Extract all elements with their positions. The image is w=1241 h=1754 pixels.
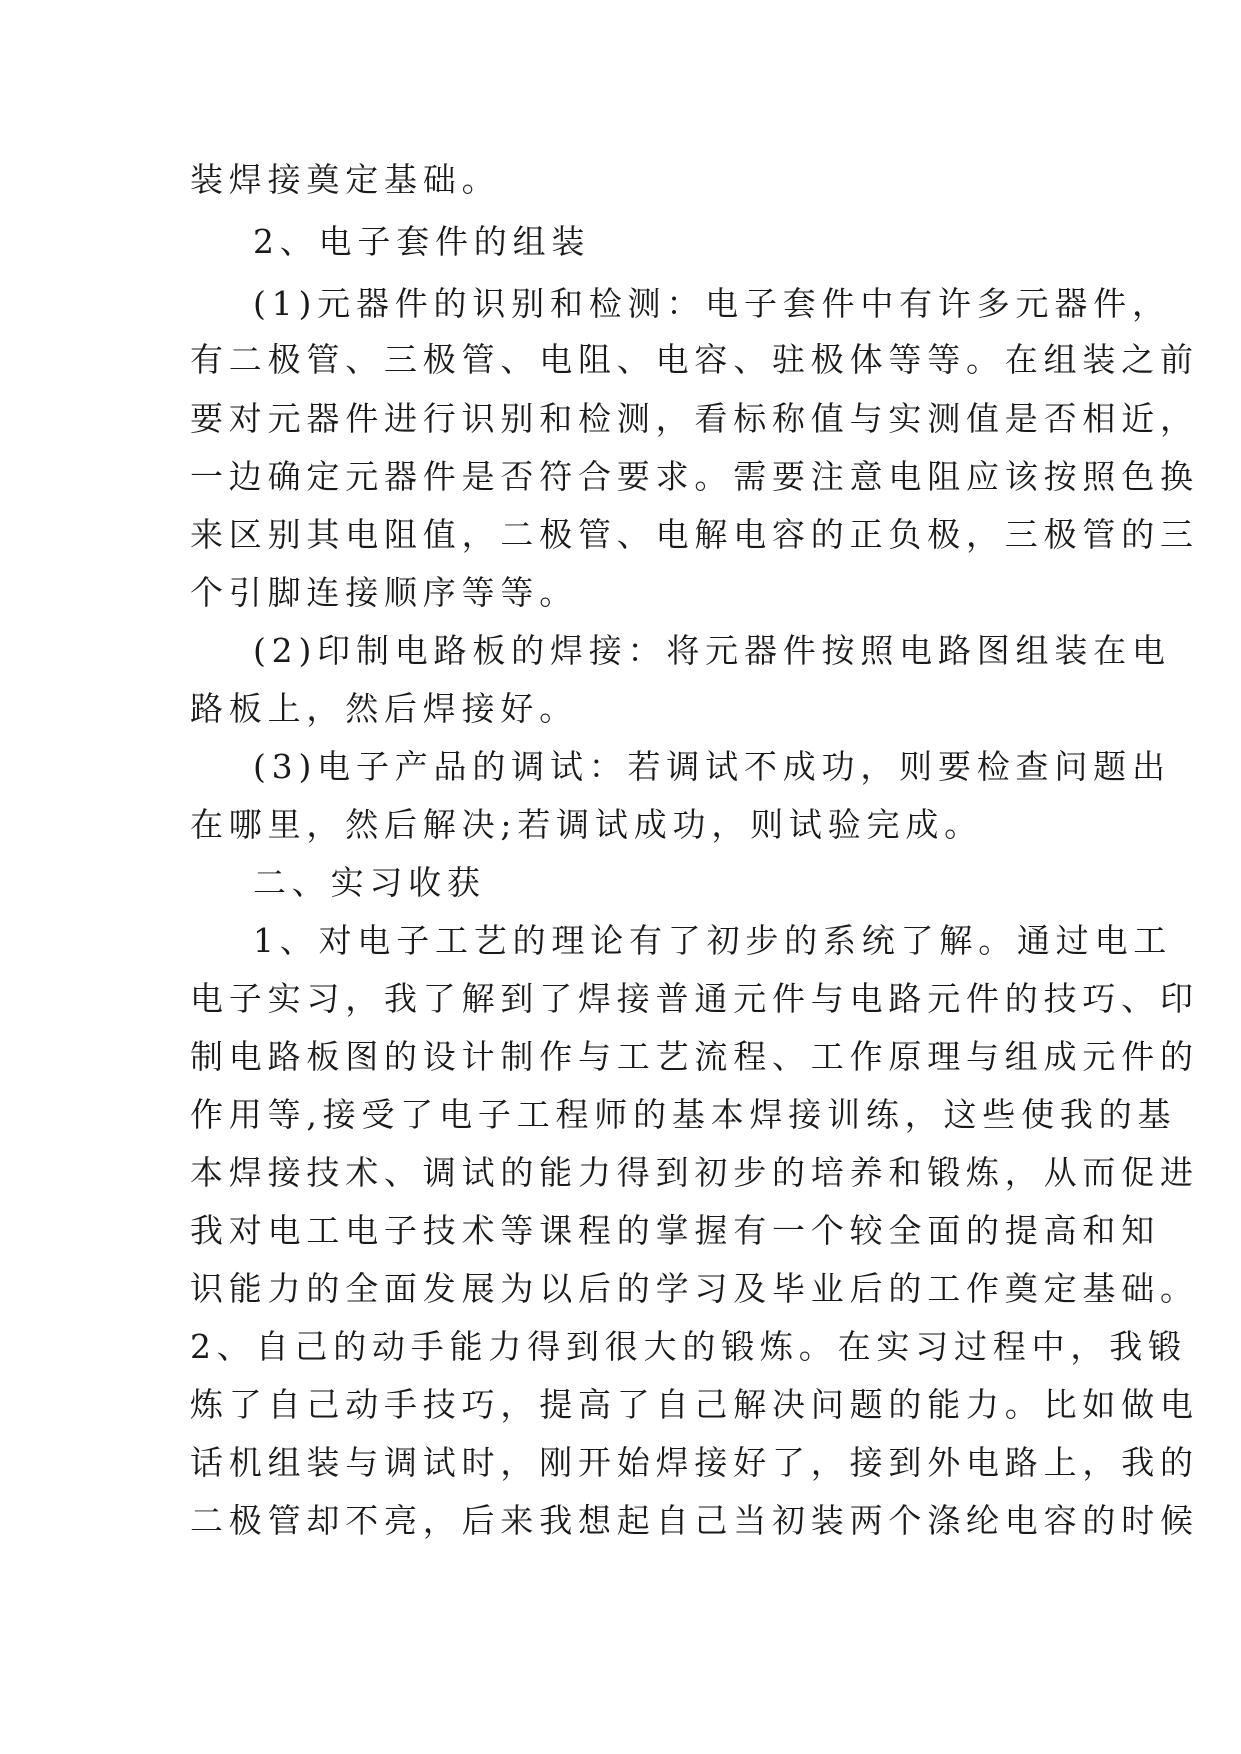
text-line: 话机组装与调试时，刚开始焊接好了，接到外电路上，我的 (190, 1443, 1199, 1482)
text-line: 在哪里，然后解决;若调试成功，则试验完成。 (190, 805, 983, 844)
text-line: 装焊接奠定基础。 (190, 160, 501, 199)
text-line: 路板上，然后焊接好。 (190, 689, 578, 728)
text-line: (1)元器件的识别和检测：电子套件中有许多元器件， (253, 284, 1171, 323)
text-line: 一边确定元器件是否符合要求。需要注意电阻应该按照色换 (190, 457, 1199, 496)
text-line: 个引脚连接顺序等等。 (190, 573, 578, 612)
text-line: 电子实习，我了解到了焊接普通元件与电路元件的技巧、印 (190, 979, 1199, 1018)
section-heading: 2、电子套件的组装 (253, 222, 591, 261)
text-line: 二极管却不亮，后来我想起自己当初装两个涤纶电容的时候 (190, 1501, 1199, 1540)
text-line: 要对元器件进行识别和检测，看标称值与实测值是否相近， (190, 399, 1199, 438)
text-line: 制电路板图的设计制作与工艺流程、工作原理与组成元件的 (190, 1037, 1199, 1076)
text-line: 本焊接技术、调试的能力得到初步的培养和锻炼，从而促进 (190, 1153, 1199, 1192)
text-line: 炼了自己动手技巧，提高了自己解决问题的能力。比如做电 (190, 1385, 1199, 1424)
text-line: 2、自己的动手能力得到很大的锻炼。在实习过程中，我锻 (190, 1327, 1187, 1366)
text-line: (2)印制电路板的焊接：将元器件按照电路图组装在电 (253, 631, 1171, 670)
text-line: 识能力的全面发展为以后的学习及毕业后的工作奠定基础。 (190, 1269, 1199, 1308)
text-line: 我对电工电子技术等课程的掌握有一个较全面的提高和知 (190, 1211, 1160, 1250)
text-line: 作用等,接受了电子工程师的基本焊接训练，这些使我的基 (190, 1095, 1177, 1134)
section-heading: 二、实习收获 (253, 863, 486, 902)
text-line: 有二极管、三极管、电阻、电容、驻极体等等。在组装之前 (190, 340, 1199, 379)
text-line: 1、对电子工艺的理论有了初步的系统了解。通过电工 (253, 921, 1173, 960)
text-line: 来区别其电阻值，二极管、电解电容的正负极，三极管的三 (190, 515, 1199, 554)
text-line: (3)电子产品的调试：若调试不成功，则要检查问题出 (253, 747, 1171, 786)
